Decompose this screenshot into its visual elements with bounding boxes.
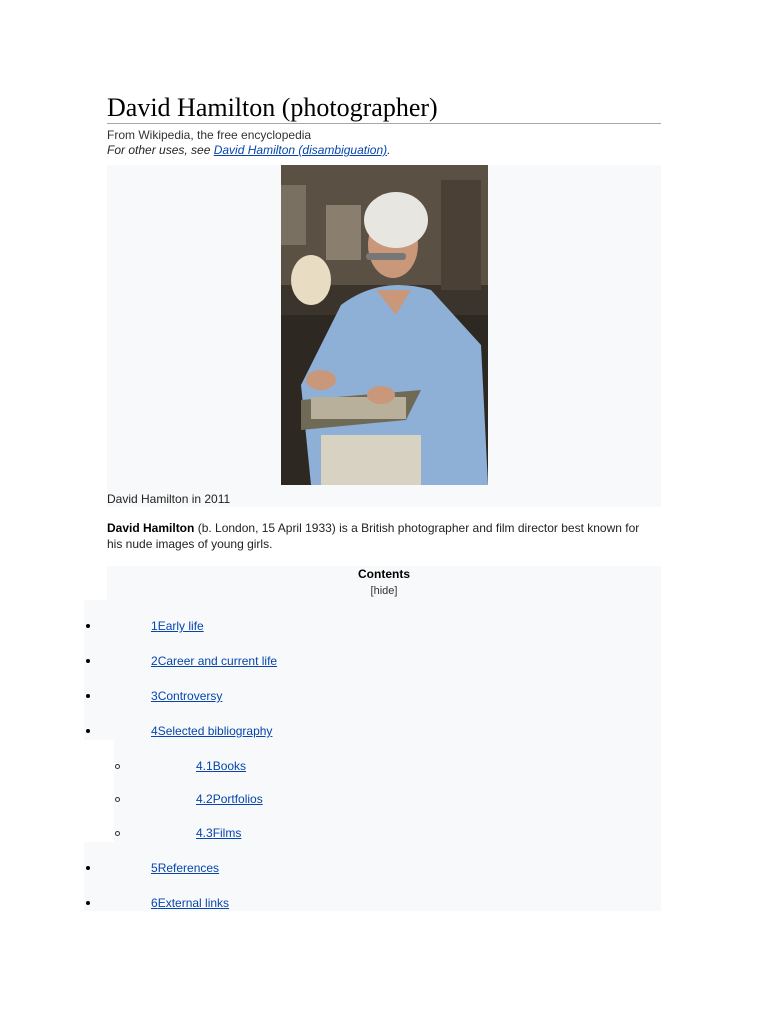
toc-item-bibliography[interactable]: 4Selected bibliography [151, 724, 273, 738]
bullet-icon [86, 694, 90, 698]
disambiguation-link[interactable]: David Hamilton (disambiguation) [213, 143, 388, 157]
toc-item-films[interactable]: 4.3Films [196, 826, 242, 840]
bullet-icon [86, 866, 90, 870]
toc-item-early-life[interactable]: 1Early life [151, 619, 204, 633]
toc-item-external-links[interactable]: 6External links [151, 896, 230, 910]
toc-item-controversy[interactable]: 3Controversy [151, 689, 223, 703]
title-divider [107, 123, 661, 124]
bullet-icon [86, 901, 90, 905]
toc-title: Contents [358, 567, 410, 581]
circle-bullet-icon [115, 797, 120, 802]
table-of-contents [107, 566, 661, 911]
photo-caption: David Hamilton in 2011 [107, 492, 231, 506]
site-tagline: From Wikipedia, the free encyclopedia [107, 128, 312, 142]
lead-subject: David Hamilton [107, 521, 195, 535]
toc-item-books[interactable]: 4.1Books [196, 759, 247, 773]
bullet-icon [86, 624, 90, 628]
circle-bullet-icon [115, 831, 120, 836]
hatnote-suffix: . [387, 143, 391, 157]
circle-bullet-icon [115, 764, 120, 769]
bullet-icon [86, 729, 90, 733]
hatnote [107, 143, 390, 157]
toc-item-references[interactable]: 5References [151, 861, 220, 875]
bullet-icon [86, 659, 90, 663]
page-title: David Hamilton (photographer) [107, 93, 438, 122]
toc-item-portfolios[interactable]: 4.2Portfolios [196, 792, 263, 806]
lead-text: (b. London, 15 April 1933) is a British photographer and film director best known for his nude images of young girls. [107, 521, 640, 551]
toc-sublist-gap [84, 740, 114, 842]
toc-item-career[interactable]: 2Career and current life [151, 654, 278, 668]
toc-hide-toggle[interactable]: [hide] [370, 585, 398, 597]
lead-paragraph [107, 520, 647, 552]
hatnote-prefix: For other uses, see [107, 143, 214, 157]
portrait-photo[interactable] [281, 165, 488, 485]
